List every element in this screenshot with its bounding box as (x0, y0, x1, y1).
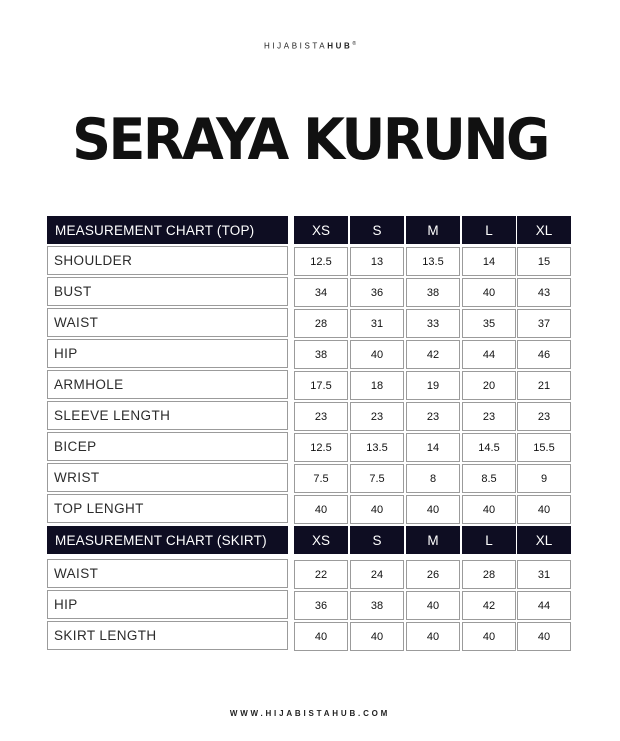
top_chart-value-bust-s: 36 (350, 278, 404, 307)
top_chart-value-sleeve-length-m: 23 (406, 402, 460, 431)
top_chart-value-sleeve-length-l: 23 (462, 402, 516, 431)
skirt_chart-size-header-xs: XS (294, 526, 348, 554)
skirt_chart-value-waist-xs: 22 (294, 560, 348, 589)
top_chart-size-header-m: M (406, 216, 460, 244)
skirt_chart-value-waist-m: 26 (406, 560, 460, 589)
top_chart-value-top-lenght-m: 40 (406, 495, 460, 524)
top_chart-value-bust-m: 38 (406, 278, 460, 307)
top_chart-value-hip-m: 42 (406, 340, 460, 369)
registered-mark: ® (352, 41, 357, 47)
skirt_chart-value-waist-l: 28 (462, 560, 516, 589)
top_chart-value-wrist-xs: 7.5 (294, 464, 348, 493)
top_chart-value-wrist-l: 8.5 (462, 464, 516, 493)
skirt_chart-row-label-skirt-length: SKIRT LENGTH (47, 621, 288, 650)
top_chart-size-header-xs: XS (294, 216, 348, 244)
top_chart-row-label-waist: WAIST (47, 308, 288, 337)
top_chart-value-wrist-m: 8 (406, 464, 460, 493)
skirt_chart-value-skirt-length-m: 40 (406, 622, 460, 651)
top_chart-value-hip-s: 40 (350, 340, 404, 369)
top_chart-size-header-l: L (462, 216, 516, 244)
top_chart-value-armhole-xs: 17.5 (294, 371, 348, 400)
page-title: SERAYA KURUNG (72, 106, 548, 173)
top_chart-value-wrist-s: 7.5 (350, 464, 404, 493)
skirt_chart-row-label-hip: HIP (47, 590, 288, 619)
top_chart-value-waist-xl: 37 (517, 309, 571, 338)
top_chart-value-sleeve-length-xl: 23 (517, 402, 571, 431)
top_chart-value-bicep-m: 14 (406, 433, 460, 462)
brand-name-light: HIJABISTA (263, 41, 328, 51)
top_chart-value-top-lenght-s: 40 (350, 495, 404, 524)
top_chart-row-label-bicep: BICEP (47, 432, 288, 461)
skirt_chart-value-skirt-length-s: 40 (350, 622, 404, 651)
top_chart-value-top-lenght-xl: 40 (517, 495, 571, 524)
top_chart-value-bicep-s: 13.5 (350, 433, 404, 462)
skirt_chart-value-hip-l: 42 (462, 591, 516, 620)
top_chart-value-bust-xs: 34 (294, 278, 348, 307)
skirt_chart-value-skirt-length-xl: 40 (517, 622, 571, 651)
top_chart-value-bicep-l: 14.5 (462, 433, 516, 462)
top_chart-value-armhole-l: 20 (462, 371, 516, 400)
top_chart-value-wrist-xl: 9 (517, 464, 571, 493)
skirt_chart-size-header-xl: XL (517, 526, 571, 554)
top_chart-value-bust-l: 40 (462, 278, 516, 307)
top_chart-value-bust-xl: 43 (517, 278, 571, 307)
top_chart-row-label-sleeve-length: SLEEVE LENGTH (47, 401, 288, 430)
skirt_chart-value-waist-s: 24 (350, 560, 404, 589)
top_chart-value-armhole-s: 18 (350, 371, 404, 400)
skirt_chart-size-header-s: S (350, 526, 404, 554)
top_chart-value-shoulder-l: 14 (462, 247, 516, 276)
top_chart-value-bicep-xs: 12.5 (294, 433, 348, 462)
top_chart-value-hip-xl: 46 (517, 340, 571, 369)
skirt_chart-value-hip-xl: 44 (517, 591, 571, 620)
top_chart-size-header-xl: XL (517, 216, 571, 244)
skirt_chart-size-header-l: L (462, 526, 516, 554)
top_chart-value-sleeve-length-xs: 23 (294, 402, 348, 431)
skirt_chart-value-hip-xs: 36 (294, 591, 348, 620)
top_chart-row-label-hip: HIP (47, 339, 288, 368)
top_chart-heading: MEASUREMENT CHART (TOP) (47, 216, 288, 244)
top_chart-value-waist-s: 31 (350, 309, 404, 338)
top_chart-size-header-s: S (350, 216, 404, 244)
top_chart-value-waist-xs: 28 (294, 309, 348, 338)
skirt_chart-size-header-m: M (406, 526, 460, 554)
top_chart-value-waist-m: 33 (406, 309, 460, 338)
top_chart-value-shoulder-s: 13 (350, 247, 404, 276)
top_chart-value-hip-l: 44 (462, 340, 516, 369)
skirt_chart-value-waist-xl: 31 (517, 560, 571, 589)
brand-logo (0, 41, 620, 51)
top_chart-value-hip-xs: 38 (294, 340, 348, 369)
website-footer: WWW.HIJABISTAHUB.COM (229, 709, 391, 718)
top_chart-value-bicep-xl: 15.5 (517, 433, 571, 462)
top_chart-value-shoulder-xl: 15 (517, 247, 571, 276)
top_chart-value-sleeve-length-s: 23 (350, 402, 404, 431)
skirt_chart-value-skirt-length-xs: 40 (294, 622, 348, 651)
top_chart-row-label-shoulder: SHOULDER (47, 246, 288, 275)
skirt_chart-value-hip-m: 40 (406, 591, 460, 620)
top_chart-row-label-top-lenght: TOP LENGHT (47, 494, 288, 523)
top_chart-row-label-wrist: WRIST (47, 463, 288, 492)
brand-name-bold: HUB (327, 41, 353, 51)
top_chart-value-top-lenght-l: 40 (462, 495, 516, 524)
top_chart-row-label-armhole: ARMHOLE (47, 370, 288, 399)
skirt_chart-value-skirt-length-l: 40 (462, 622, 516, 651)
top_chart-value-armhole-xl: 21 (517, 371, 571, 400)
top_chart-value-shoulder-xs: 12.5 (294, 247, 348, 276)
top_chart-value-shoulder-m: 13.5 (406, 247, 460, 276)
top_chart-row-label-bust: BUST (47, 277, 288, 306)
top_chart-value-waist-l: 35 (462, 309, 516, 338)
top_chart-value-armhole-m: 19 (406, 371, 460, 400)
skirt_chart-heading: MEASUREMENT CHART (SKIRT) (47, 526, 288, 554)
top_chart-value-top-lenght-xs: 40 (294, 495, 348, 524)
skirt_chart-value-hip-s: 38 (350, 591, 404, 620)
skirt_chart-row-label-waist: WAIST (47, 559, 288, 588)
